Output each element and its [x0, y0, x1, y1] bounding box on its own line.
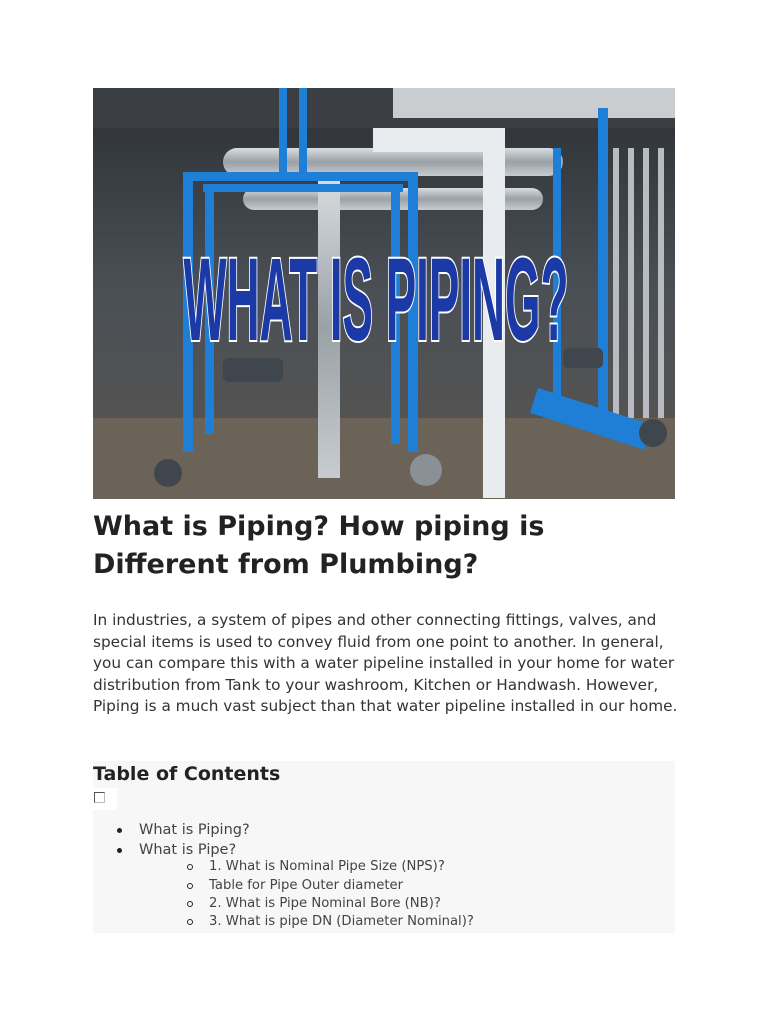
- article-title: What is Piping? How piping is Different from Plumbing?: [93, 511, 545, 580]
- toc-link-what-is-pipe[interactable]: [139, 840, 236, 860]
- bullet-circle-icon: [187, 901, 193, 907]
- toc-list: [93, 761, 675, 933]
- toc-link-nominal-bore[interactable]: [209, 895, 441, 913]
- bullet-circle-icon: [187, 919, 193, 925]
- hero-image: [93, 88, 675, 499]
- bullet-circle-icon: [187, 883, 193, 889]
- toc-link-label: What is Pipe?: [139, 842, 237, 858]
- piping-photo-illustration: [93, 88, 675, 499]
- toc-link-label: 1. What is Nominal Pipe Size (NPS)?: [209, 859, 445, 874]
- toc-link-dn[interactable]: [209, 913, 474, 931]
- article-intro: In industries, a system of pipes and other connecting fittings, valves, and special items is used to convey fluid from one point to another. In general, you can compare this with a water pipeline installed in your home for water distribution from Tank to your washroom, Kitchen or Handwash. However, Piping is a much vast subject than that water pipeline installed in our home.: [93, 611, 678, 715]
- toc-link-what-is-piping[interactable]: [139, 820, 250, 840]
- toc-title: Table of Contents: [93, 763, 281, 785]
- toc-link-nps[interactable]: [209, 858, 445, 876]
- table-of-contents: [93, 761, 675, 933]
- toc-link-label: Table for Pipe Outer diameter: [209, 878, 404, 893]
- bullet-circle-icon: [187, 864, 193, 870]
- bullet-disc-icon: [117, 848, 122, 853]
- bullet-disc-icon: [117, 828, 122, 833]
- toc-link-label: What is Piping?: [139, 822, 250, 838]
- toc-link-label: 2. What is Pipe Nominal Bore (NB)?: [209, 896, 441, 911]
- toc-link-outer-diameter-table[interactable]: [209, 877, 403, 895]
- hero-overlay-text: WHAT IS PIPING?: [183, 234, 569, 366]
- toc-link-label: 3. What is pipe DN (Diameter Nominal)?: [209, 914, 474, 929]
